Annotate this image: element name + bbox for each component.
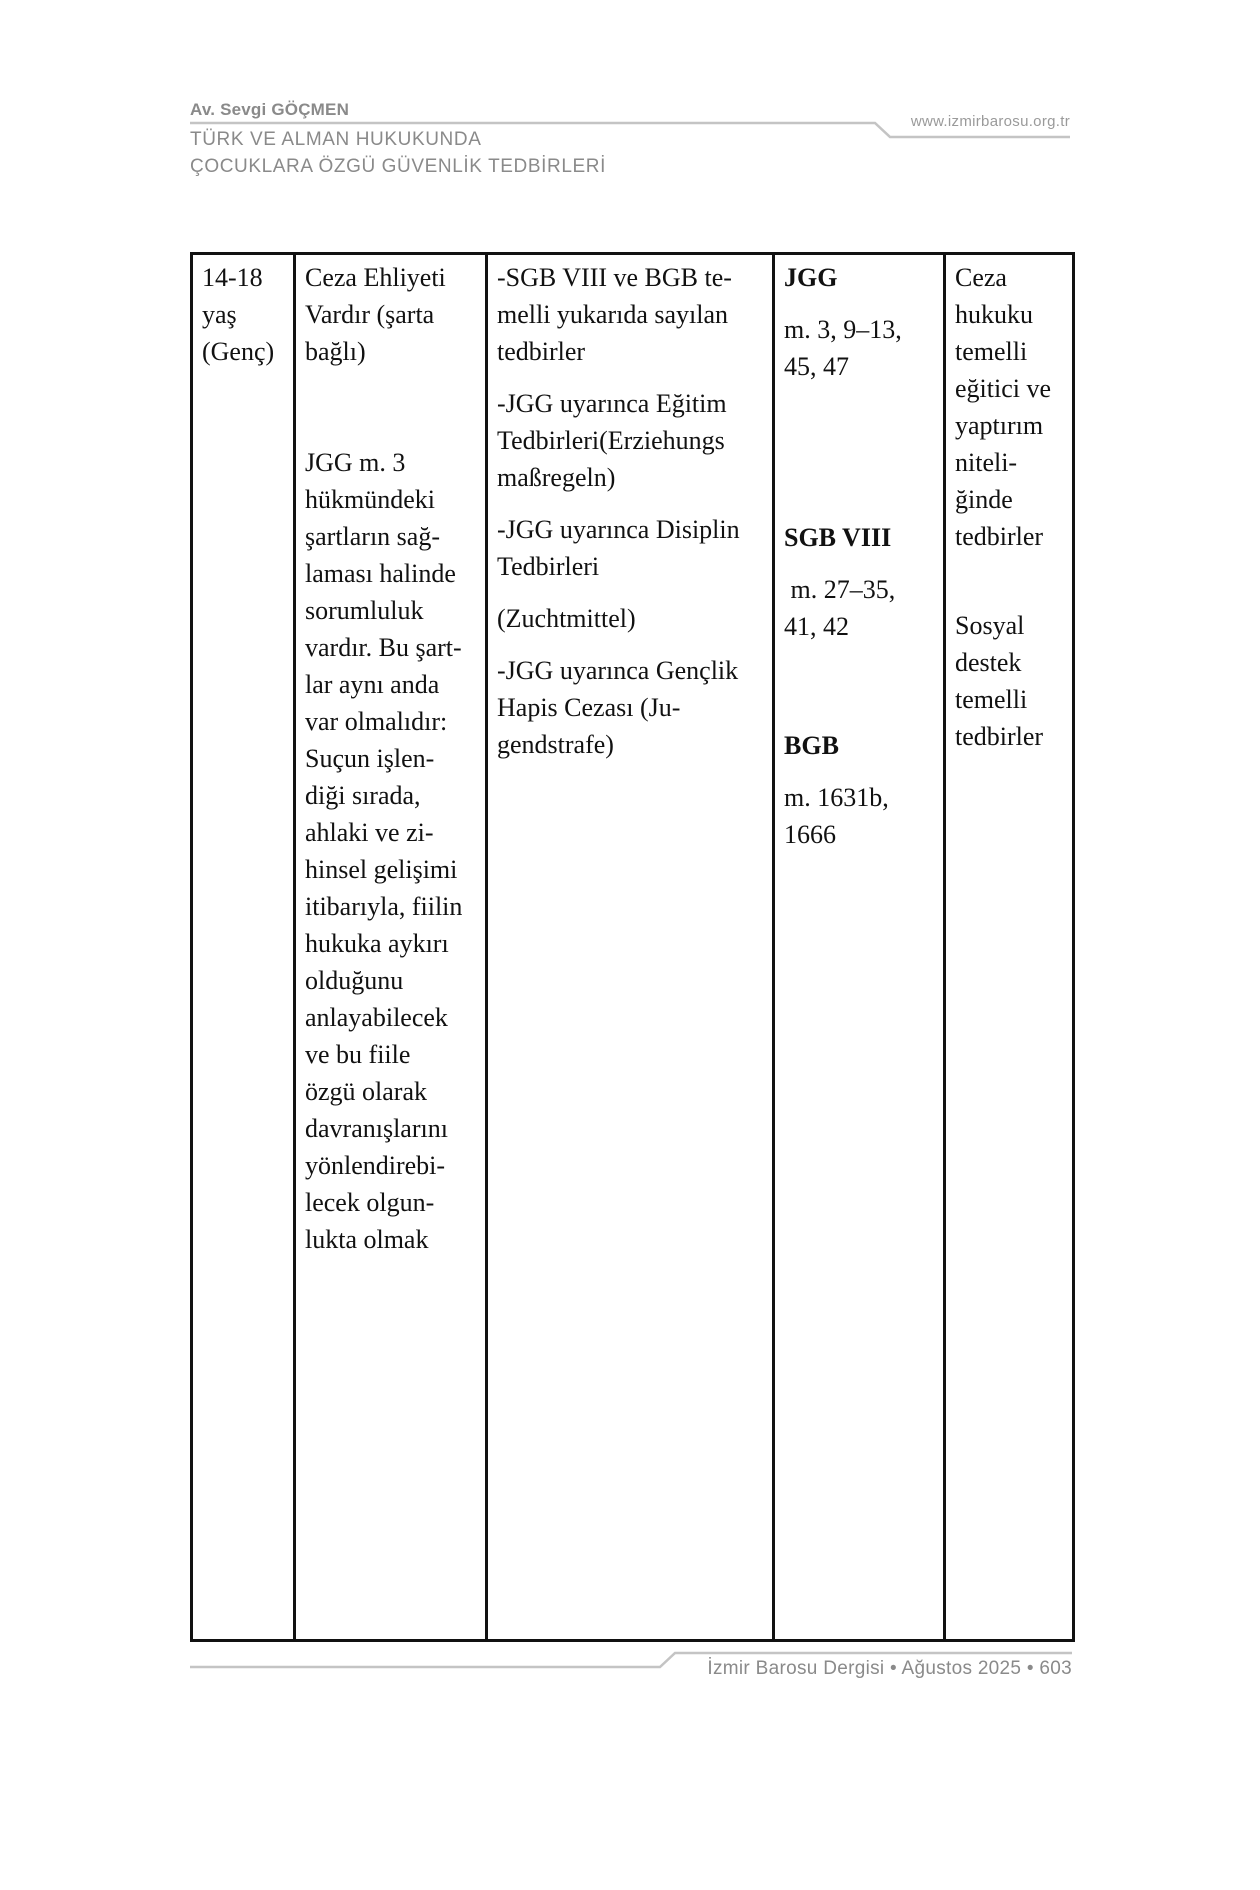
capacity-cell <box>295 254 487 1641</box>
capacity-heading <box>305 259 476 370</box>
text-line: hükmündeki <box>305 485 435 514</box>
nature-item <box>955 259 1063 555</box>
text-line: lecek olgun- <box>305 1188 435 1217</box>
text-line: niteli- <box>955 448 1018 477</box>
text-line: hukuka aykırı <box>305 929 449 958</box>
text-line: -SGB VIII ve BGB te- <box>497 263 732 292</box>
measure-item <box>497 511 763 585</box>
law-block-jgg <box>784 259 934 385</box>
law-articles: m. 1631b, <box>784 783 889 812</box>
laws-cell <box>774 254 945 1641</box>
text-line: JGG m. 3 <box>305 448 406 477</box>
text-line: sorumluluk <box>305 596 424 625</box>
text-line: hinsel gelişimi <box>305 855 458 884</box>
text-line: Hapis Cezası (Ju- <box>497 693 681 722</box>
text-line: ve bu fiile <box>305 1040 411 1069</box>
text-line: diği sırada, <box>305 781 421 810</box>
measure-item <box>497 652 763 763</box>
journal-info: İzmir Barosu Dergisi • Ağustos 2025 • 603 <box>707 1658 1072 1679</box>
nature-item <box>955 607 1063 755</box>
text-line: vardır. Bu şart- <box>305 633 462 662</box>
article-title-line1: TÜRK VE ALMAN HUKUKUNDA <box>190 129 482 150</box>
text-line: Tedbirleri(Erziehungs <box>497 426 725 455</box>
law-block-sgb <box>784 519 934 645</box>
measure-item <box>497 259 763 370</box>
age-group: (Genç) <box>202 337 275 366</box>
law-name: SGB VIII <box>784 523 892 552</box>
age-unit: yaş <box>202 300 237 329</box>
text-line: özgü olarak <box>305 1077 428 1106</box>
text-line: temelli <box>955 685 1028 714</box>
text-line: gendstrafe) <box>497 730 614 759</box>
text-line: şartların sağ- <box>305 522 441 551</box>
website-url[interactable]: www.izmirbarosu.org.tr <box>910 113 1070 130</box>
text-line: ahlaki ve zi- <box>305 818 434 847</box>
text-line: itibarıyla, fiilin <box>305 892 463 921</box>
measures-cell <box>487 254 774 1641</box>
text-line: yönlendirebi- <box>305 1151 446 1180</box>
measures-table-wrapper <box>190 252 1072 1642</box>
measure-item <box>497 600 763 637</box>
text-line: maßregeln) <box>497 463 616 492</box>
text-line: anlayabilecek <box>305 1003 448 1032</box>
nature-cell <box>945 254 1074 1641</box>
law-articles: 1666 <box>784 820 836 849</box>
page-footer <box>190 1650 1072 1690</box>
page-header <box>190 100 1070 190</box>
text-line: var olmalıdır: <box>305 707 448 736</box>
text-line: (Zuchtmittel) <box>497 604 636 633</box>
law-articles: 41, 42 <box>784 612 849 641</box>
text-line: davranışlarını <box>305 1114 448 1143</box>
law-articles: m. 27–35, <box>784 575 896 604</box>
text-line: hukuku <box>955 300 1033 329</box>
text-line: olduğunu <box>305 966 404 995</box>
text-line: bağlı) <box>305 337 366 366</box>
article-title-line2: ÇOCUKLARA ÖZGÜ GÜVENLİK TEDBİRLERİ <box>190 156 606 177</box>
text-line: tedbirler <box>955 722 1044 751</box>
text-line: lar aynı anda <box>305 670 440 699</box>
text-line: ğinde <box>955 485 1013 514</box>
age-cell <box>192 254 295 1641</box>
law-name: JGG <box>784 263 838 292</box>
text-line: Ceza Ehliyeti <box>305 263 446 292</box>
text-line: -JGG uyarınca Gençlik <box>497 656 739 685</box>
capacity-body <box>305 444 476 1258</box>
text-line: temelli <box>955 337 1028 366</box>
law-name: BGB <box>784 731 839 760</box>
age-range: 14-18 <box>202 263 263 292</box>
text-line: Vardır (şarta <box>305 300 435 329</box>
law-articles: 45, 47 <box>784 352 849 381</box>
text-line: laması halinde <box>305 559 456 588</box>
text-line: Ceza <box>955 263 1007 292</box>
text-line: Tedbirleri <box>497 552 600 581</box>
author-name: Av. Sevgi GÖÇMEN <box>190 100 350 119</box>
law-block-bgb <box>784 727 934 853</box>
text-line: -JGG uyarınca Eğitim <box>497 389 727 418</box>
text-line: eğitici ve <box>955 374 1052 403</box>
text-line: destek <box>955 648 1022 677</box>
measure-item <box>497 385 763 496</box>
text-line: Suçun işlen- <box>305 744 435 773</box>
table-row <box>192 254 1074 1641</box>
law-articles: m. 3, 9–13, <box>784 315 902 344</box>
text-line: tedbirler <box>497 337 586 366</box>
text-line: -JGG uyarınca Disiplin <box>497 515 740 544</box>
text-line: yaptırım <box>955 411 1044 440</box>
text-line: tedbirler <box>955 522 1044 551</box>
measures-table <box>190 252 1075 1642</box>
text-line: melli yukarıda sayılan <box>497 300 729 329</box>
text-line: Sosyal <box>955 611 1025 640</box>
text-line: lukta olmak <box>305 1225 429 1254</box>
